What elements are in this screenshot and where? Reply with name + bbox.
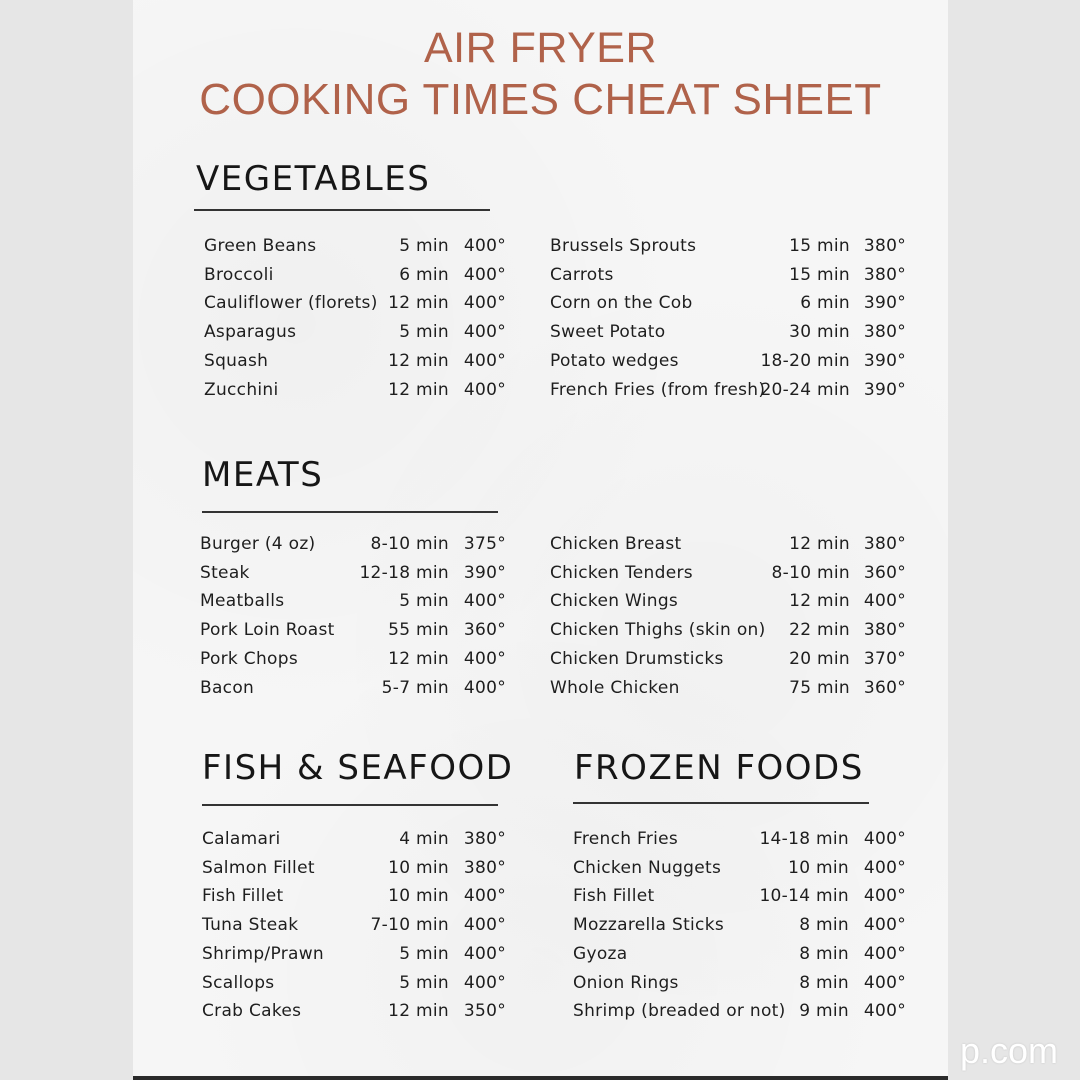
item-time: 12-18 min xyxy=(359,562,449,583)
item-temp: 400° xyxy=(463,943,506,964)
item-name: Potato wedges xyxy=(550,350,679,371)
list-item xyxy=(202,969,506,997)
item-temp: 400° xyxy=(463,648,506,669)
item-time: 12 min xyxy=(388,648,449,669)
item-time: 12 min xyxy=(388,379,449,400)
fish-rule xyxy=(202,804,498,806)
item-time: 15 min xyxy=(789,236,850,256)
list-item xyxy=(200,616,506,644)
list-item xyxy=(550,645,906,673)
list-item xyxy=(550,559,906,587)
item-name: Chicken Nuggets xyxy=(573,857,722,878)
list-item xyxy=(550,318,906,346)
item-time: 12 min xyxy=(789,534,850,554)
list-item xyxy=(550,261,906,289)
item-temp: 400° xyxy=(863,857,906,878)
item-temp: 400° xyxy=(463,293,506,314)
item-time: 6 min xyxy=(800,293,850,314)
item-time: 10 min xyxy=(388,886,449,907)
item-temp: 390° xyxy=(863,293,906,314)
item-temp: 380° xyxy=(463,857,506,878)
item-temp: 400° xyxy=(863,591,906,612)
item-name: Sweet Potato xyxy=(550,322,666,343)
item-temp: 400° xyxy=(863,829,906,849)
item-name: Cauliflower (florets) xyxy=(204,293,378,314)
title-line-1: AIR FRYER xyxy=(423,24,658,72)
item-name: Chicken Tenders xyxy=(550,562,693,583)
item-temp: 375° xyxy=(463,534,506,554)
item-temp: 400° xyxy=(463,379,506,400)
item-time: 8 min xyxy=(799,943,849,964)
item-name: Shrimp (breaded or not) xyxy=(573,1001,786,1022)
item-name: Chicken Breast xyxy=(550,534,682,554)
item-name: Chicken Wings xyxy=(550,591,679,612)
item-name: French Fries xyxy=(573,829,679,849)
list-item xyxy=(202,882,506,910)
list-item xyxy=(550,289,906,317)
list-item xyxy=(573,825,906,853)
item-temp: 400° xyxy=(863,1001,906,1022)
frozen-heading: FROZEN FOODS xyxy=(574,748,864,788)
item-temp: 400° xyxy=(863,915,906,936)
item-temp: 370° xyxy=(863,648,906,669)
list-item xyxy=(573,911,906,939)
item-temp: 400° xyxy=(463,915,506,936)
item-name: Mozzarella Sticks xyxy=(573,915,725,936)
item-temp: 360° xyxy=(463,620,506,641)
list-item xyxy=(202,854,506,882)
item-time: 10 min xyxy=(388,857,449,878)
item-temp: 380° xyxy=(863,236,906,256)
item-temp: 350° xyxy=(463,1001,506,1022)
item-time: 5 min xyxy=(399,322,449,343)
item-name: Brussels Sprouts xyxy=(550,236,697,256)
item-temp: 400° xyxy=(463,972,506,993)
list-item xyxy=(573,997,906,1025)
item-temp: 380° xyxy=(463,829,506,849)
item-temp: 380° xyxy=(863,322,906,343)
item-temp: 380° xyxy=(863,534,906,554)
item-name: Salmon Fillet xyxy=(202,857,315,878)
item-time: 8 min xyxy=(799,915,849,936)
item-temp: 400° xyxy=(463,264,506,285)
item-time: 8-10 min xyxy=(771,562,850,583)
list-item xyxy=(200,530,506,558)
item-temp: 400° xyxy=(463,350,506,371)
item-temp: 360° xyxy=(863,562,906,583)
meats-heading: MEATS xyxy=(202,455,324,495)
item-time: 20-24 min xyxy=(760,379,850,400)
list-item xyxy=(204,318,506,346)
item-name: Asparagus xyxy=(204,322,297,343)
item-time: 75 min xyxy=(789,677,850,698)
watermark: p.com xyxy=(960,1030,1059,1071)
list-item xyxy=(204,376,506,404)
vegetables-rule xyxy=(194,209,490,211)
list-item xyxy=(204,289,506,317)
item-name: Gyoza xyxy=(573,943,628,964)
list-item xyxy=(550,674,906,702)
list-item xyxy=(550,347,906,375)
item-name: Pork Loin Roast xyxy=(200,620,335,641)
item-time: 12 min xyxy=(388,1001,449,1022)
list-item xyxy=(202,997,506,1025)
list-item xyxy=(204,347,506,375)
item-name: Broccoli xyxy=(204,264,274,285)
item-time: 5-7 min xyxy=(381,677,449,698)
list-item xyxy=(200,559,506,587)
item-name: Calamari xyxy=(202,829,281,849)
item-name: Fish Fillet xyxy=(202,886,284,907)
item-time: 10 min xyxy=(788,857,849,878)
item-name: French Fries (from fresh) xyxy=(550,379,766,400)
item-temp: 400° xyxy=(863,943,906,964)
item-time: 9 min xyxy=(799,1001,849,1022)
item-time: 5 min xyxy=(399,943,449,964)
item-time: 10-14 min xyxy=(759,886,849,907)
item-time: 12 min xyxy=(789,591,850,612)
meats-rule xyxy=(202,511,498,513)
item-name: Crab Cakes xyxy=(202,1001,302,1022)
item-temp: 380° xyxy=(863,620,906,641)
item-time: 18-20 min xyxy=(760,350,850,371)
item-time: 55 min xyxy=(388,620,449,641)
item-time: 5 min xyxy=(399,236,449,256)
list-item xyxy=(202,940,506,968)
item-time: 12 min xyxy=(388,350,449,371)
list-item xyxy=(204,261,506,289)
item-time: 6 min xyxy=(399,264,449,285)
list-item xyxy=(202,911,506,939)
item-temp: 400° xyxy=(463,236,506,256)
list-item xyxy=(550,376,906,404)
item-time: 22 min xyxy=(789,620,850,641)
list-item xyxy=(573,969,906,997)
item-temp: 380° xyxy=(863,264,906,285)
item-name: Pork Chops xyxy=(200,648,298,669)
list-item xyxy=(573,854,906,882)
item-time: 4 min xyxy=(399,829,449,849)
item-time: 5 min xyxy=(399,591,449,612)
list-item xyxy=(573,940,906,968)
item-temp: 390° xyxy=(463,562,506,583)
item-name: Meatballs xyxy=(200,591,285,612)
item-name: Zucchini xyxy=(204,379,279,400)
item-name: Chicken Drumsticks xyxy=(550,648,724,669)
item-time: 7-10 min xyxy=(370,915,449,936)
item-name: Corn on the Cob xyxy=(550,293,693,314)
item-name: Carrots xyxy=(550,264,614,285)
item-time: 8-10 min xyxy=(370,534,449,554)
list-item xyxy=(200,645,506,673)
vegetables-heading: VEGETABLES xyxy=(196,159,431,199)
item-name: Scallops xyxy=(202,972,275,993)
item-temp: 390° xyxy=(863,379,906,400)
item-name: Onion Rings xyxy=(573,972,679,993)
item-name: Whole Chicken xyxy=(550,677,680,698)
item-temp: 360° xyxy=(863,677,906,698)
list-item xyxy=(573,882,906,910)
fish-heading: FISH & SEAFOOD xyxy=(202,748,514,788)
item-temp: 400° xyxy=(463,322,506,343)
list-item xyxy=(550,587,906,615)
page-bottom-edge xyxy=(133,1076,948,1080)
item-name: Steak xyxy=(200,562,250,583)
item-time: 14-18 min xyxy=(759,829,849,849)
item-name: Green Beans xyxy=(204,236,317,256)
list-item xyxy=(550,530,906,558)
item-temp: 400° xyxy=(463,591,506,612)
list-item xyxy=(204,232,506,260)
item-time: 20 min xyxy=(789,648,850,669)
item-time: 15 min xyxy=(789,264,850,285)
title-line-2: COOKING TIMES CHEAT SHEET xyxy=(199,75,882,124)
item-time: 12 min xyxy=(388,293,449,314)
item-name: Chicken Thighs (skin on) xyxy=(550,620,766,641)
item-name: Bacon xyxy=(200,677,255,698)
item-time: 8 min xyxy=(799,972,849,993)
item-name: Burger (4 oz) xyxy=(200,534,316,554)
item-temp: 400° xyxy=(863,972,906,993)
item-temp: 390° xyxy=(863,350,906,371)
list-item xyxy=(550,616,906,644)
item-name: Tuna Steak xyxy=(202,915,299,936)
item-temp: 400° xyxy=(463,677,506,698)
item-name: Fish Fillet xyxy=(573,886,655,907)
list-item xyxy=(550,232,906,260)
item-time: 5 min xyxy=(399,972,449,993)
list-item xyxy=(200,587,506,615)
item-time: 30 min xyxy=(789,322,850,343)
item-temp: 400° xyxy=(863,886,906,907)
list-item xyxy=(202,825,506,853)
item-name: Squash xyxy=(204,350,269,371)
list-item xyxy=(200,674,506,702)
frozen-rule xyxy=(573,802,869,804)
item-name: Shrimp/Prawn xyxy=(202,943,324,964)
item-temp: 400° xyxy=(463,886,506,907)
